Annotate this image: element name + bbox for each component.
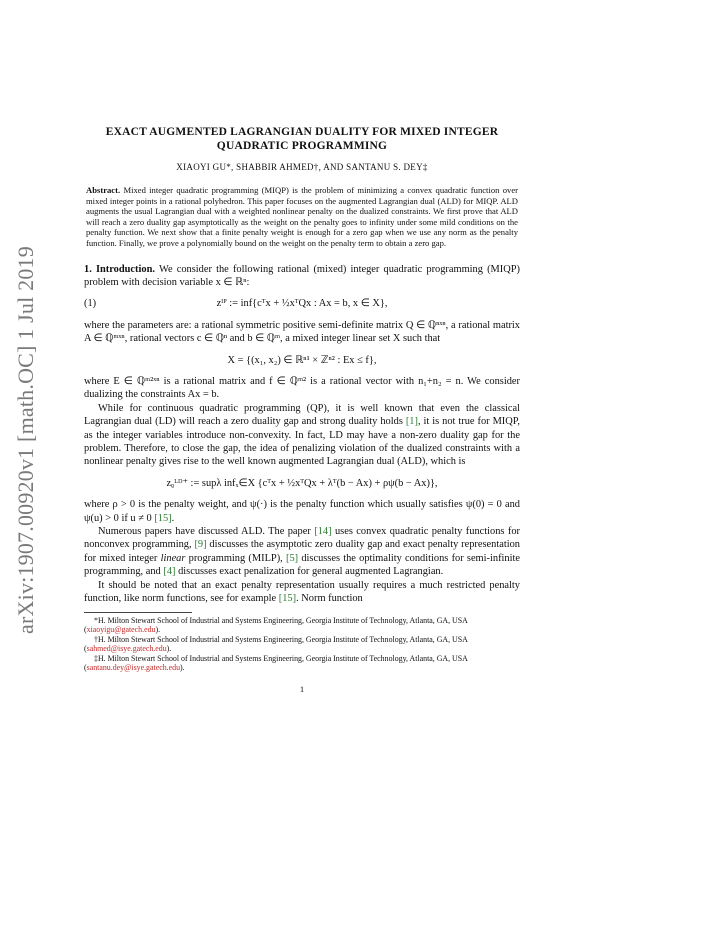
arxiv-identifier: arXiv:1907.00920v1 [math.OC] 1 Jul 2019 — [13, 246, 39, 634]
equation-number: (1) — [84, 298, 97, 310]
citation-link[interactable]: [5] — [285, 552, 299, 564]
intro-paragraph-1: 1. Introduction. We consider the following rational (mixed) integer quadratic programming (MIQP) problem with decision variable x ∈ ℝⁿ: — [84, 263, 521, 288]
abstract-text: Mixed integer quadratic programming (MIQP) is the problem of minimizing a convex quadratic function over mixed integer points in a rational polyhedron. This paper focuses on the augmented Lagrangian dual (ALD) for MIQP. ALD augments the usual Lagrangian dual with a weighted nonlinear penalty on the dualized constraints. We first prove that ALD will reach a zero duality gap asymptotically as the weight on the penalty goes to infinity under some mild conditions on the penalty function. We next show that a finite penalty weight is enough for a zero gap when we use any norm as the penalty function. Finally, we prove a polynomially bound on the weight on the penalty term to obtain a zero gap. — [86, 185, 518, 248]
intro-paragraph-4: While for continuous quadratic programming (QP), it is well known that even the classical Lagrangian dual (LD) will reach a zero duality gap and strong duality holds [1], it is not true for MIQP, as the integer variables introduce non-convexity. In fact, LD may have a non-zero duality gap for the problem. Therefore, to close the gap, the idea of penalizing violation of the dualized constraints with a nonlinear penalty gives rise to the well known augmented Lagrangian dual (ALD), which is — [84, 402, 520, 468]
equation-1: (1) zᴵᴾ := inf{cᵀx + ½xᵀQx : Ax = b, x ∈ X}, — [84, 298, 388, 310]
page-number: 1 — [299, 684, 305, 695]
intro-paragraph-5: where ρ > 0 is the penalty weight, and ψ(·) is the penalty function which usually satisfies ψ(0) = 0 and ψ(u) > 0 if u ≠ 0 [15]. — [84, 499, 520, 524]
footnote-1: *H. Milton Stewart School of Industrial and Systems Engineering, Georgia Institute of Technology, Atlanta, GA, USA (xiaoyigu@gatech.edu). — [84, 615, 468, 635]
email-link[interactable]: xiaoyigu@gatech.edu — [86, 625, 156, 635]
intro-paragraph-3: where E ∈ ℚᵐ²ˣⁿ is a rational matrix and f ∈ ℚᵐ² is a rational vector with n₁+n₂ = n. We consider dualizing the constraints Ax = b. — [84, 376, 520, 401]
abstract — [84, 185, 520, 249]
paper-authors: XIAOYI GU*, SHABBIR AHMED†, AND SANTANU S. DEY‡ — [176, 162, 428, 172]
footnotes — [84, 616, 520, 674]
citation-link[interactable]: [1] — [405, 416, 418, 428]
equation-3: zᵨᴸᴰ⁺ := supλ infₓ∈X {cᵀx + ½xᵀQx + λᵀ(b − Ax) + ρψ(b − Ax)}, — [166, 477, 438, 489]
citation-link[interactable]: [15] — [278, 593, 297, 605]
paper-title: EXACT AUGMENTED LAGRANGIAN DUALITY FOR MIXED INTEGER QUADRATIC PROGRAMMING — [105, 126, 499, 152]
paper-page — [84, 126, 520, 696]
abstract-label: Abstract. — [86, 185, 121, 195]
arxiv-sidebar-stamp — [4, 238, 48, 642]
email-link[interactable]: sahmed@isye.gatech.edu — [86, 644, 167, 654]
intro-paragraph-6: Numerous papers have discussed ALD. The paper [14] uses convex quadratic penalty functions for nonconvex programming, [9] discusses the asymptotic zero duality gap and exact penalty representation for mixed integer linear programming (MILP), [5] discusses the optimality conditions for semi-infinite programming, and [4] discusses exact penalization for general augmented Lagrangian. — [84, 526, 521, 578]
section-heading: 1. Introduction. — [84, 263, 155, 275]
footnote-3: ‡H. Milton Stewart School of Industrial and Systems Engineering, Georgia Institute of Technology, Atlanta, GA, USA (santanu.dey@isye.gatech.edu). — [84, 653, 468, 673]
citation-link[interactable]: [15] — [154, 512, 172, 524]
citation-link[interactable]: [9] — [194, 539, 207, 551]
intro-paragraph-2: where the parameters are: a rational symmetric positive semi-definite matrix Q ∈ ℚⁿˣⁿ, a rational matrix A ∈ ℚᵐˣⁿ, rational vectors c ∈ ℚⁿ and b ∈ ℚᵐ, a mixed integer linear set X such that — [84, 319, 520, 345]
citation-link[interactable]: [14] — [314, 526, 332, 538]
intro-paragraph-7: It should be noted that an exact penalty representation usually requires a much restricted penalty function, like norm functions, see for example [15]. Norm function — [84, 579, 520, 605]
footnote-2: †H. Milton Stewart School of Industrial and Systems Engineering, Georgia Institute of Technology, Atlanta, GA, USA (sahmed@isye.gatech.edu). — [84, 634, 468, 654]
citation-link[interactable]: [4] — [163, 566, 176, 578]
footnote-rule — [84, 612, 192, 613]
equation-2: X = {(x₁, x₂) ∈ ℝⁿ¹ × ℤⁿ² : Ex ≤ f}, — [227, 354, 377, 366]
email-link[interactable]: santanu.dey@isye.gatech.edu — [86, 663, 181, 673]
